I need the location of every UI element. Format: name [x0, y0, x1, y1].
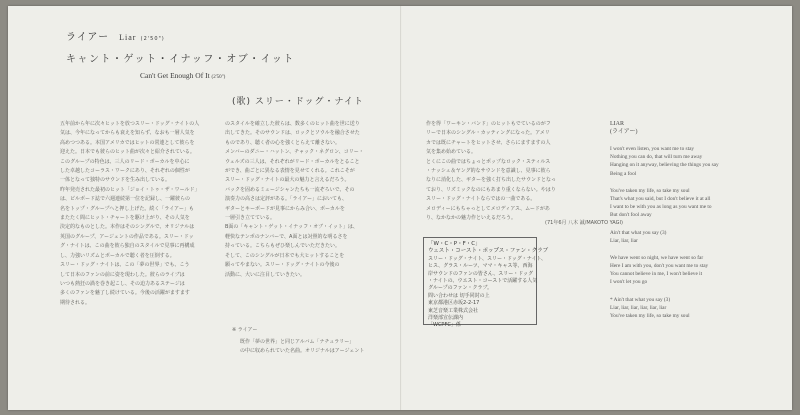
liner-line: とくにこの曲ではちょっとポップなロック・スティルス [426, 158, 551, 165]
liner-line: ものであり、聴く者の心を強くとらえて離さない。 [225, 139, 341, 146]
liner-line: し、力強いリズムとボーカルで聴く者を圧倒する。 [60, 252, 175, 259]
fan-club-line: 問い合わせは 切手同封の上 [428, 292, 490, 299]
liner-line: 多くのファンを魅了し続けている。今後の活躍がますます [60, 290, 190, 297]
liner-line: 願ってやまない。スリー・ドッグ・ナイトの今後の [225, 262, 340, 269]
song-title-1-time: (2'50") [140, 36, 165, 42]
liner-line: 高めつつある。本国アメリカではヒットの常連として彼らを [60, 139, 195, 146]
liner-line: 演奏力の高さは定評がある。「ライアー」においても、 [225, 196, 348, 203]
liner-line: 昨年発売された最初のヒット「ジョイ・トゥ・ザ・ワールド」 [60, 186, 200, 193]
stanza-break [610, 287, 786, 296]
liner-line: のスタイルを確立した彼らは、数多くのヒット曲を世に送り [225, 121, 360, 127]
liner-line: 出してきた。そのサウンドは、ロックとソウルを融合させた [225, 130, 360, 137]
lyric-line: You've taken my life, so take my soul [610, 187, 690, 194]
liner-line: 持っている。こちらもぜひ楽しんでいただきたい。 [225, 243, 341, 250]
liner-line: メンバーのダニー・ハットン、チャック・ネグロン、コリー・ [225, 149, 364, 156]
lyrics-text [610, 145, 786, 320]
lyric-line: That's what you said, but I don't believe it at all [610, 195, 711, 202]
lyrics-title-jp: (ライアー) [610, 129, 638, 135]
fan-club-line: 東芝音楽工業株式会社 [428, 307, 479, 314]
fan-club-line: ヒス、グラス・ルーツ、ママ・キャス等、西海 [428, 263, 533, 270]
song-title-2-en-block [140, 71, 225, 80]
lyric-line: I won't even listen, you want me to stay [610, 146, 695, 152]
fan-club-line: グループのファン・クラブ。 [428, 285, 493, 292]
liner-line: ウェルズの三人は、それぞれがリード・ボーカルをとること [225, 158, 360, 165]
stanza-break [610, 245, 786, 254]
liner-line: 迎えた。日本でも彼らのヒット曲が次々と紹介されている。 [60, 149, 195, 156]
liner-line: なりに消化した、ギターを強く打ち出したサウンドとなっ [426, 177, 556, 184]
liner-note-line: の中に収められていた名曲。オリジナルはアージェント [240, 348, 365, 354]
liner-line: スリー・ドッグ・ナイトの最大の魅力と言えるだろう。 [225, 177, 350, 184]
liner-line: 名をトップ・グループへと押し上げた。続く「ライアー」も [60, 205, 194, 212]
lyric-line: I won't let you go [610, 279, 648, 286]
liner-line: 五年前から年に次々ヒットを放つスリー・ドッグ・ナイトの人 [60, 121, 200, 127]
liner-line: ギターとキーボードが見事にからみ合い、ボーカルを [225, 205, 345, 212]
liner-line: ができ、曲ごとに異なる表情を見せてくれる。これこそが [225, 168, 355, 175]
liner-line: 期待される。 [60, 299, 91, 306]
liner-line: バックを固めるミュージシャンたちも一流ぞろいで、その [225, 186, 355, 193]
song-title-2-time: (2'50") [211, 75, 226, 80]
fan-club-line: 岸サウンドのファンの皆さん、スリー・ドッグ [428, 270, 534, 277]
lyric-line: * Ain't that what you say (3) [610, 296, 671, 303]
liner-note-text [240, 338, 380, 356]
song-title-2-jp: キャント・ゲット・イナッフ・オブ・イット [66, 54, 295, 65]
liner-line: 一層引き立てている。 [225, 215, 276, 222]
liner-line: 一体となって独特のサウンドを生み出している。 [60, 177, 171, 184]
lyric-line: We have went so night, we have went so far [610, 254, 704, 261]
lyrics-title-en: LIAR [610, 121, 624, 127]
liner-line: 活動に、大いに注目していきたい。 [225, 271, 306, 278]
liner-line: スリー・ドッグ・ナイトは、この「夢の世界」でも、こう [60, 262, 190, 269]
liner-notes-column-3 [426, 120, 602, 226]
lyric-line: Here I am with you, don't you want me to stay [610, 263, 709, 270]
lyric-line: You've taken my life, so take my soul [610, 313, 690, 319]
liner-line: 英国のグループ、アージェントの作品である。スリー・ドッ [60, 233, 194, 240]
lyric-line: Liar, liar, liar [610, 237, 638, 244]
lyric-line: Being a fool [610, 170, 637, 177]
center-fold [400, 6, 402, 410]
liner-line: そして、このシングルが日本でも大ヒットすることを [225, 252, 345, 259]
liner-line: グ・ナイトは、この曲を彼ら独自のスタイルで見事に再構成 [60, 243, 195, 250]
liner-line: して日本のファンの前に姿を現わした。彼らのライブは [60, 271, 185, 278]
fan-club-line: ・ナイトの、ウエスト・コーストで活躍する人気 [428, 278, 538, 285]
liner-line: した卓越したコーラス・ワークにあり、それぞれの個性が [60, 168, 190, 175]
fan-club-line: 東京都港区赤坂2-2-17 [428, 300, 480, 307]
song-title-2-en: Can't Get Enough Of It [140, 71, 210, 80]
liner-line: は、ビルボード誌で六週連続第一位を記録し、一躍彼らの [60, 196, 191, 203]
liner-notes-column-1 [60, 120, 215, 346]
liner-line: いつも熱狂の渦を巻き起こし、その迫力あるステージは [60, 280, 185, 287]
lyric-line: Hanging on it anyway, believing the things you say [610, 162, 719, 169]
liner-line: 軽快なテンポのナンバーで、A面とは対照的な明るさを [225, 233, 348, 240]
fan-club-box [423, 237, 549, 329]
liner-line: ており、リズミックなのにもあまり重くならない。やはり [426, 186, 556, 193]
lyric-line: Liar, liar, liar, liar, liar, liar [610, 304, 667, 311]
fan-club-line: スリー・ドッグ・ナイト、スリー・ドッグ・ナイト、 [428, 255, 547, 262]
liner-line: カでは既にチャートをヒットさせ、さらにますますの人 [426, 139, 551, 146]
liner-line: 気を集め始めている。 [426, 149, 477, 156]
fan-club-name: ウェスト・コースト・ポップス・ファン・クラブ [428, 248, 549, 255]
liner-line: ・ナッシュ＆ヤング的なサウンドを意識し、見事に彼ら [426, 168, 551, 175]
liner-line: り、なかなかの魅力作といえるだろう。 [426, 215, 517, 222]
stanza-break [610, 220, 786, 229]
song-title-1 [66, 28, 165, 43]
lyric-line: You cannot believe in me, I won't believe it [610, 271, 703, 278]
lyric-line: But don't fool away [610, 212, 652, 219]
song-title-1-en: Liar [119, 33, 137, 42]
fan-club-line: 「WCPFC」係 [428, 322, 461, 329]
lyric-line: I want to be with you as long as you want me to [610, 204, 712, 211]
liner-line: メロディーにもちゃっとしてメロディアス、ムードがあ [426, 205, 550, 212]
liner-line: 気は、今年になってからも衰えを知らず、なおも一層人気を [60, 130, 195, 137]
song-title-1-jp: ライアー [66, 32, 110, 43]
liner-notes-column-2 [225, 120, 383, 326]
liner-note-line: 既作「夢の世界」と同じアルバム「ナチュラリー」 [240, 339, 355, 345]
lyrics-heading [610, 120, 637, 136]
liner-line: 決定的なものとした。本作はそのシングルで、オリジナルは [60, 224, 195, 231]
liner-note-heading: ※ ライアー [232, 327, 258, 333]
liner-line: リーで日本のシングル・カッティングになった。アメリ [426, 130, 550, 137]
fan-club-line: 洋楽部宣伝課内 [428, 315, 464, 322]
fan-club-label: 「W・C・P・F・C」 [428, 241, 481, 247]
liner-line: 作を得「ワーキン・バンド」のヒットもでているのがフ [426, 121, 551, 127]
liner-line: B面の「キャント・ゲット・イナッフ・オブ・イット」は、 [225, 224, 358, 231]
liner-line: このグループの特色は、三人のリード・ボーカルを中心に [60, 158, 190, 165]
stanza-break [610, 178, 786, 187]
liner-line: スリー・ドッグ・ナイトならではの一曲である。 [426, 196, 536, 203]
lyric-line: Nothing you can do, that will turn me away [610, 154, 703, 161]
writer-credit: (71年6月 八木 誠/MAKOTO YAGI) [545, 220, 623, 226]
artist-credit: (歌) スリー・ドッグ・ナイト [232, 97, 364, 107]
lyric-line: Ain't that what you say (3) [610, 229, 667, 236]
liner-line: またたく間にヒット・チャートを駆け上がり、その人気を [60, 215, 190, 222]
